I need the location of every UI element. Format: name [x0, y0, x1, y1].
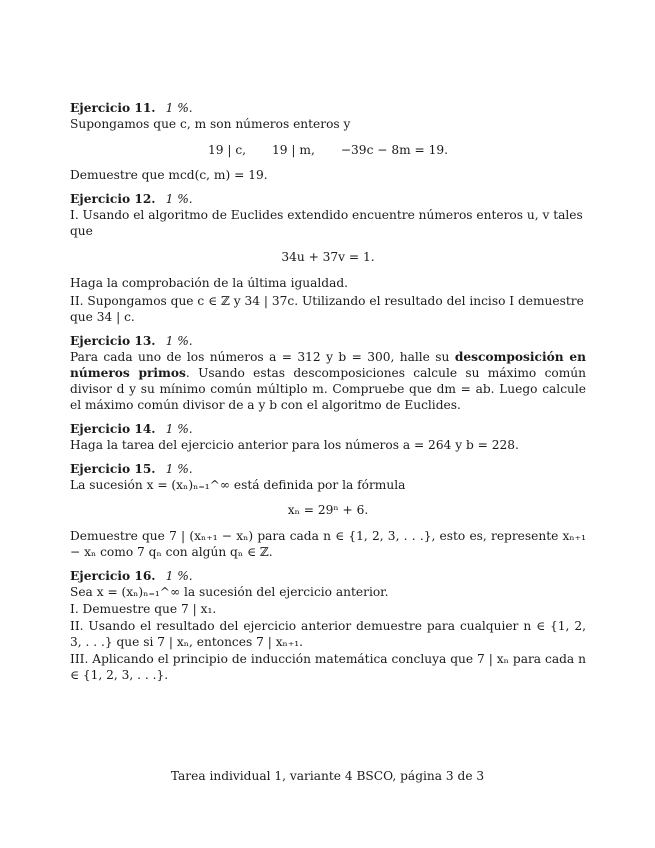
- exercise-12-heading: [70, 191, 586, 207]
- exercise-16-line3: II. Usando el resultado del ejercicio anterior demuestre para cualquier n ∈ {1, 2, 3, . . .} que si 7 | xₙ, entonces 7 | xₙ₊₁.: [70, 619, 586, 649]
- exercise-11-heading: [70, 100, 586, 116]
- exercise-16-heading: [70, 568, 586, 584]
- eq-part-a: 19 | c,: [207, 143, 247, 157]
- exercise-16-line4: III. Aplicando el principio de inducción matemática concluya que 7 | xₙ para cada n ∈ {1, 2, 3, . . .}.: [70, 652, 586, 682]
- exercise-11-line2: Demuestre que mcd(c, m) = 19.: [70, 168, 268, 182]
- exercise-12-percent: 1 %.: [165, 192, 193, 206]
- eq-part-b: 19 | m,: [272, 143, 315, 157]
- exercise-13-text: [70, 349, 586, 413]
- exercise-14-line1: Haga la tarea del ejercicio anterior para los números a = 264 y b = 228.: [70, 438, 519, 452]
- exercise-13: [70, 333, 586, 413]
- exercise-13-text-bold: descomposición en números primos: [70, 350, 586, 380]
- exercise-12-equation: 34u + 37v = 1.: [281, 250, 375, 264]
- exercise-15-line1: La sucesión x = (xₙ)ₙ₌₁^∞ está definida por la fórmula: [70, 478, 406, 492]
- exercise-13-percent: 1 %.: [165, 334, 193, 348]
- exercise-13-text-a: Para cada uno de los números a = 312 y b = 300, halle su: [70, 350, 455, 364]
- exercise-11-title: Ejercicio 11.: [70, 101, 156, 115]
- exercise-16-line2: I. Demuestre que 7 | x₁.: [70, 602, 217, 616]
- exercise-15-percent: 1 %.: [165, 462, 193, 476]
- page-footer: Tarea individual 1, variante 4 BSCO, página 3 de 3: [170, 769, 485, 783]
- exercise-16-line1: Sea x = (xₙ)ₙ₌₁^∞ la sucesión del ejercicio anterior.: [70, 585, 389, 599]
- exercise-11-equation: [70, 142, 586, 158]
- exercise-12-line3: II. Supongamos que c ∈ ℤ y 34 | 37c. Utilizando el resultado del inciso I demuestre que 34 | c.: [70, 294, 584, 324]
- exercise-14: [70, 421, 586, 453]
- exercise-16: [70, 568, 586, 683]
- exercise-15-equation: xₙ = 29ⁿ + 6.: [287, 503, 369, 517]
- exercise-13-title: Ejercicio 13.: [70, 334, 156, 348]
- exercise-15: [70, 461, 586, 560]
- exercise-15-title: Ejercicio 15.: [70, 462, 156, 476]
- exercise-14-percent: 1 %.: [165, 422, 193, 436]
- exercise-12-title: Ejercicio 12.: [70, 192, 156, 206]
- exercise-12: [70, 191, 586, 325]
- exercise-12-line2: Haga la comprobación de la última igualdad.: [70, 276, 349, 290]
- exercise-13-text-b: . Usando estas descomposiciones calcule su máximo común divisor d y su mínimo común múltiplo m. Compruebe que dm = ab. Luego calcule el máximo común divisor de a y b con el algoritmo de Euclides.: [70, 366, 586, 412]
- exercise-11: [70, 100, 586, 183]
- exercise-14-title: Ejercicio 14.: [70, 422, 156, 436]
- exercise-15-heading: [70, 461, 586, 477]
- exercise-16-percent: 1 %.: [165, 569, 193, 583]
- document-body: [70, 100, 586, 683]
- exercise-14-heading: [70, 421, 586, 437]
- exercise-11-percent: 1 %.: [165, 101, 193, 115]
- exercise-12-line1: I. Usando el algoritmo de Euclides extendido encuentre números enteros u, v tales que: [70, 208, 583, 238]
- eq-part-c: −39c − 8m = 19.: [340, 143, 449, 157]
- exercise-16-title: Ejercicio 16.: [70, 569, 156, 583]
- exercise-13-heading: [70, 333, 586, 349]
- exercise-15-line2: Demuestre que 7 | (xₙ₊₁ − xₙ) para cada n ∈ {1, 2, 3, . . .}, esto es, represente xₙ₊₁ − xₙ como 7 qₙ con algún qₙ ∈ ℤ.: [70, 529, 586, 559]
- exercise-11-line1: Supongamos que c, m son números enteros y: [70, 117, 351, 131]
